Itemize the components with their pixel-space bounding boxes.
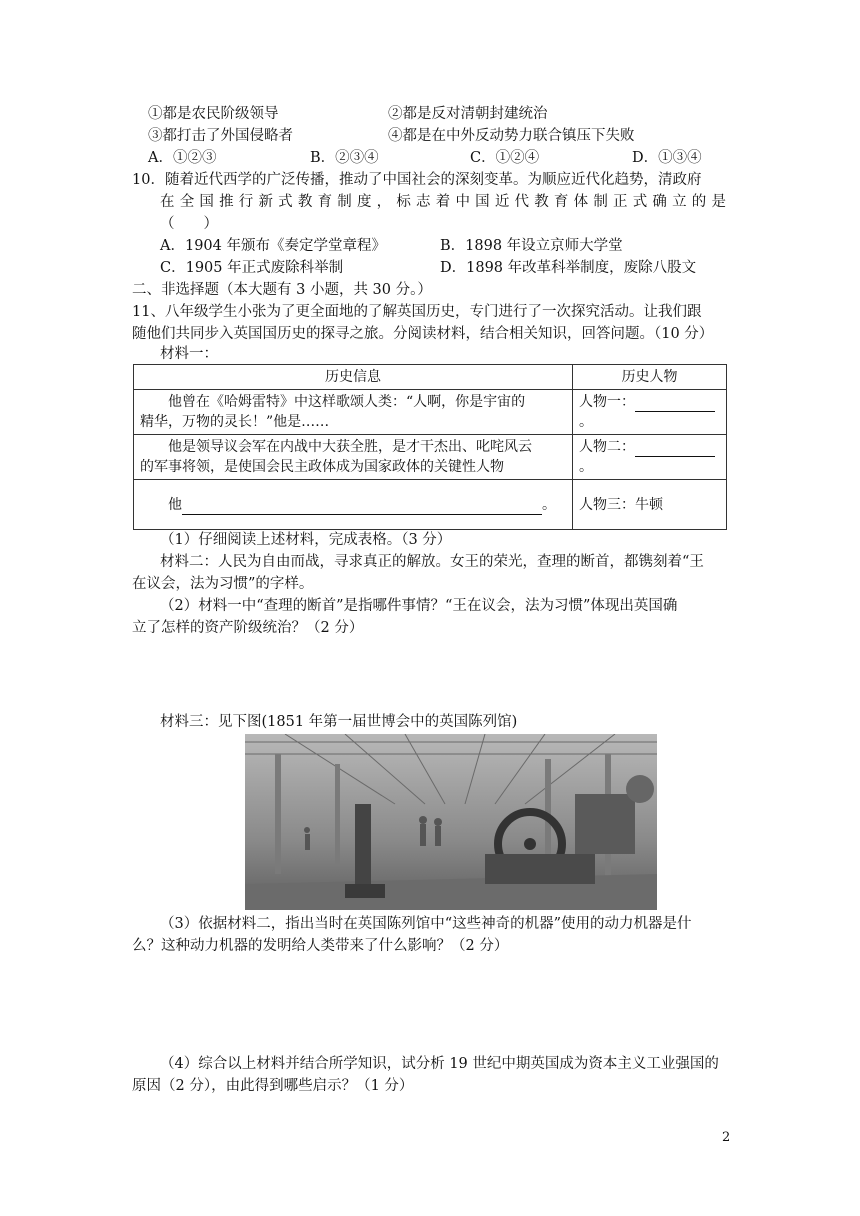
q9-option-3: ③都打击了外国侵略者 <box>148 128 293 144</box>
q9-option-4: ④都是在中外反动势力联合镇压下失败 <box>388 128 635 144</box>
q11-intro-1: 11、八年级学生小张为了更全面地的了解英国历史，专门进行了一次探究活动。让我们跟 <box>132 304 702 320</box>
table-row <box>134 435 727 480</box>
q10-choice-c: C．1905 年正式废除科举制 <box>160 260 344 276</box>
q9-choice-c: C．①②④ <box>470 150 540 166</box>
q10-choice-d: D．1898 年改革科举制度，废除八股文 <box>440 260 697 276</box>
row3-info-prefix: 他 <box>168 496 182 513</box>
q9-choice-d: D．①③④ <box>632 150 702 166</box>
row1-info-line1: 他曾在《哈姆雷特》中这样歌颂人类：“人啊，你是宇宙的 <box>168 394 526 410</box>
exhibition-hall-image <box>245 734 657 910</box>
sub-question-4-line-1: （4）综合以上材料并结合所学知识，试分析 19 世纪中期英国成为资本主义工业强国的 <box>160 1056 719 1072</box>
table-row <box>134 390 727 435</box>
q10-line-1: 10．随着近代西学的广泛传播，推动了中国社会的深刻变革。为顺应近代化趋势，清政府 <box>132 172 702 188</box>
history-table <box>133 364 727 530</box>
q11-intro-2: 随他们共同步入英国国历史的探寻之旅。分阅读材料，结合相关知识，回答问题。（10 分） <box>132 326 714 342</box>
row3-info-suffix: 。 <box>542 496 556 513</box>
row1-answer-blank[interactable] <box>635 397 715 412</box>
q10-line-2: 在全国推行新式教育制度，标志着中国近代教育体制正式确立的是 <box>160 194 726 210</box>
q10-choice-b: B．1898 年设立京师大学堂 <box>440 238 623 254</box>
q9-option-2: ②都是反对清朝封建统治 <box>388 106 548 122</box>
q9-choice-b: B．②③④ <box>310 150 379 166</box>
sub-question-4-line-2: 原因（2 分），由此得到哪些启示？（1 分） <box>132 1078 414 1094</box>
table-header-person: 历史人物 <box>573 365 727 390</box>
row2-answer-blank[interactable] <box>635 442 715 457</box>
row2-info-line1: 他是领导议会军在内战中大获全胜，是才干杰出、叱咤风云 <box>168 439 532 455</box>
material1-label: 材料一： <box>160 346 218 362</box>
sub-question-2-line-2: 立了怎样的资产阶级统治？（2 分） <box>132 620 364 636</box>
row3-person: 人物三：牛顿 <box>579 496 663 513</box>
q9-option-1: ①都是农民阶级领导 <box>148 106 279 122</box>
table-row <box>134 480 727 530</box>
table-header-info: 历史信息 <box>134 365 573 390</box>
q10-choice-a: A．1904 年颁布《奏定学堂章程》 <box>160 238 386 254</box>
sub-question-2-line-1: （2）材料一中“查理的断首”是指哪件事情？“王在议会，法为习惯”体现出英国确 <box>160 598 678 614</box>
exhibition-hall-illustration <box>245 734 657 910</box>
material3-caption: 材料三：见下图(1851 年第一届世博会中的英国陈列馆) <box>160 714 518 730</box>
material2-line-2: 在议会，法为习惯”的字样。 <box>132 576 314 592</box>
q10-line-3: （ ） <box>160 216 218 232</box>
row3-answer-blank[interactable] <box>182 500 542 515</box>
sub-question-3-line-2: 么？这种动力机器的发明给人类带来了什么影响？（2 分） <box>132 938 509 954</box>
row1-person-prefix: 人物一： <box>579 394 635 410</box>
page-number: 2 <box>722 1130 731 1145</box>
row2-person-suffix: 。 <box>579 459 593 475</box>
sub-question-3-line-1: （3）依据材料二，指出当时在英国陈列馆中“这些神奇的机器”使用的动力机器是什 <box>160 916 692 932</box>
material2-line-1: 材料二：人民为自由而战，寻求真正的解放。女王的荣光，查理的断首，都镌刻着“王 <box>160 554 704 570</box>
row1-person-suffix: 。 <box>579 414 593 430</box>
row2-person-prefix: 人物二： <box>579 439 635 455</box>
row1-info-line2: 精华，万物的灵长！”他是…… <box>140 414 330 430</box>
section2-title: 二、非选择题（本大题有 3 小题，共 30 分。） <box>132 282 432 298</box>
q9-choice-a: A．①②③ <box>148 150 217 166</box>
sub-question-1: （1）仔细阅读上述材料，完成表格。（3 分） <box>160 532 452 548</box>
row2-info-line2: 的军事将领，是使国会民主政体成为国家政体的关键性人物 <box>140 459 504 475</box>
